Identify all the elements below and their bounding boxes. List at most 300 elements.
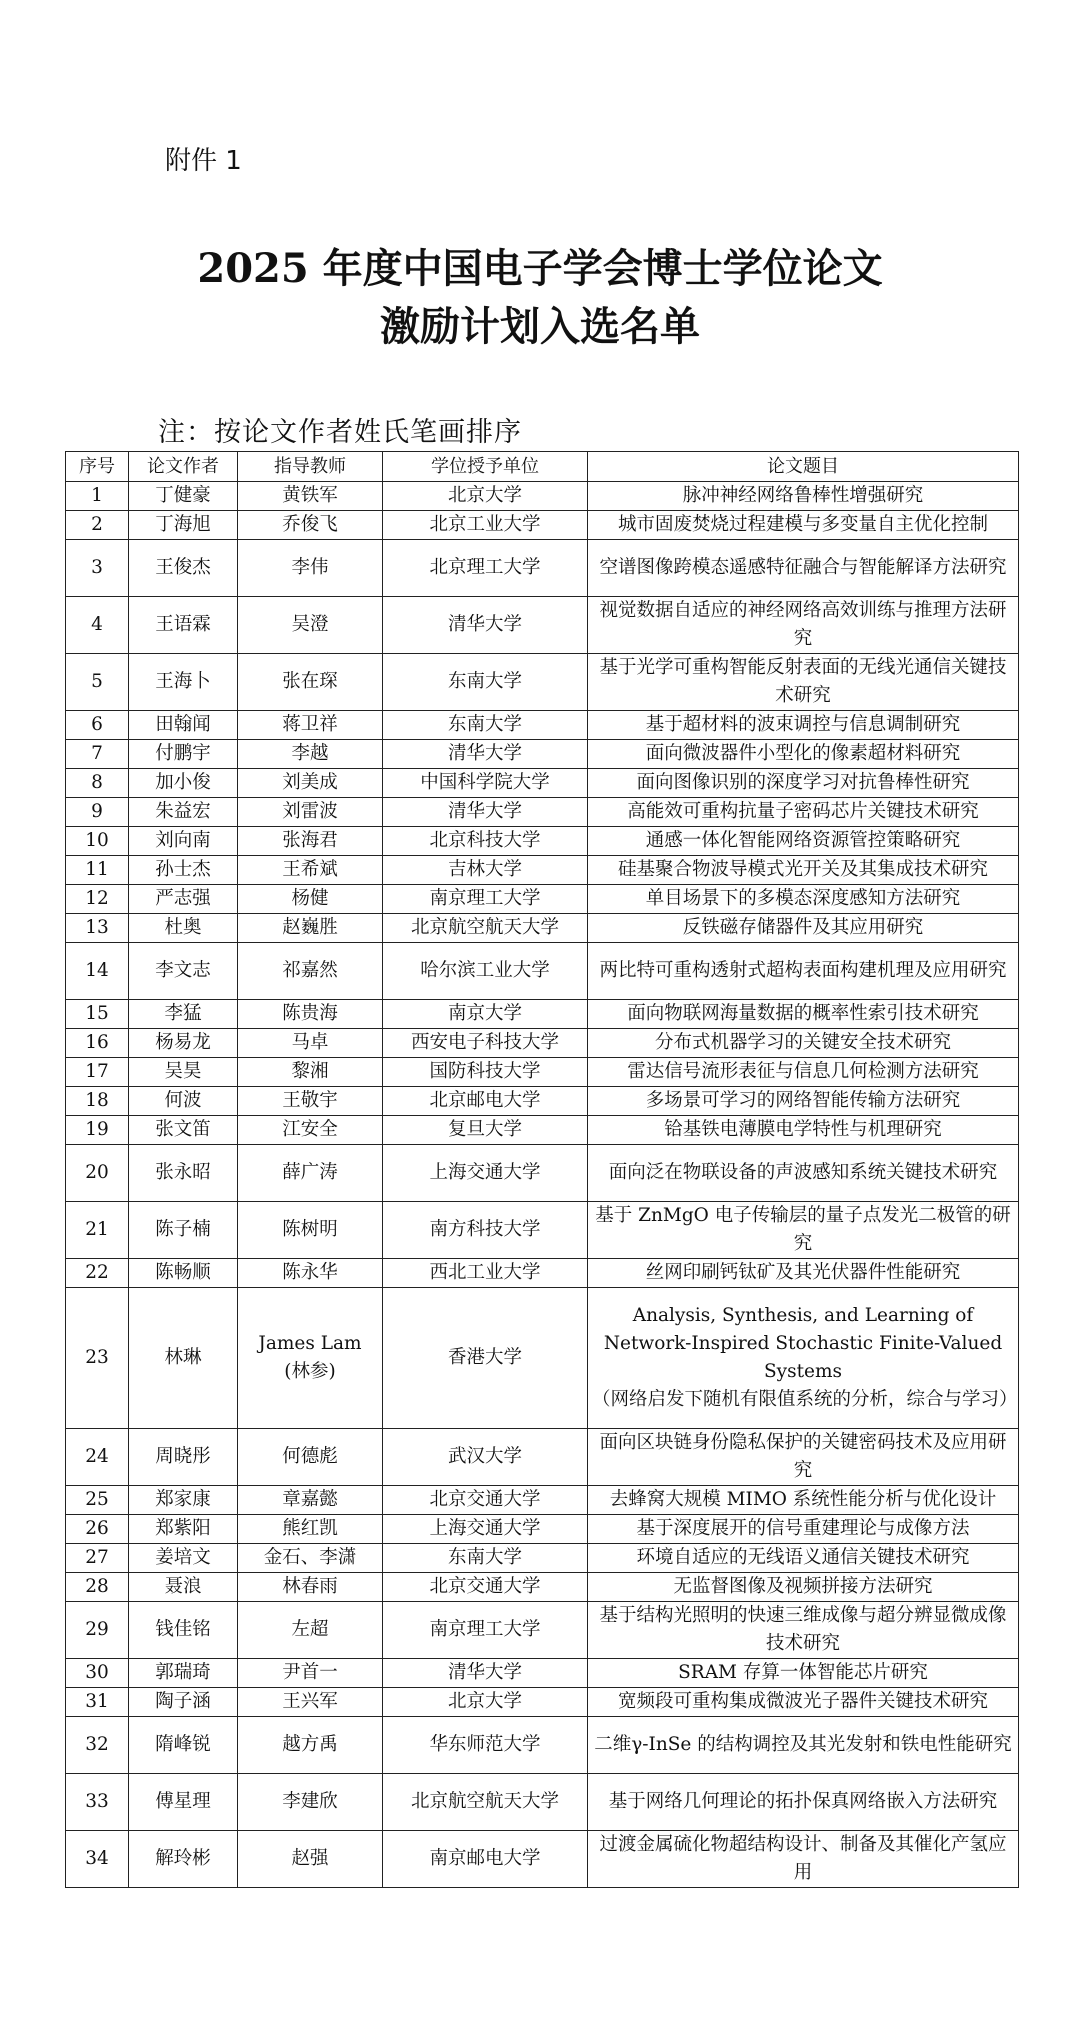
no-text: 30 (85, 1662, 109, 1683)
cell-title (588, 943, 1019, 1000)
cell-title (588, 914, 1019, 943)
unit-text: 南京理工大学 (429, 1619, 541, 1640)
cell-no (66, 769, 129, 798)
cell-title (588, 711, 1019, 740)
title-text: 通感一体化智能网络资源管控策略研究 (645, 830, 961, 851)
unit-text: 南京理工大学 (429, 888, 541, 909)
no-text: 12 (85, 888, 109, 909)
advisor-text: 李建欣 (282, 1791, 338, 1812)
author-text: 吴昊 (164, 1061, 202, 1082)
cell-unit (383, 1202, 588, 1259)
cell-advisor (238, 1602, 383, 1659)
cell-no (66, 1774, 129, 1831)
cell-author (129, 1288, 238, 1429)
advisor-text: 祁嘉然 (282, 960, 338, 981)
author-text: 严志强 (155, 888, 211, 909)
cell-author (129, 540, 238, 597)
unit-text: 北京邮电大学 (429, 1090, 541, 1111)
author-text: 聂浪 (164, 1576, 202, 1597)
title-text: 无监督图像及视频拼接方法研究 (673, 1576, 933, 1597)
cell-author (129, 769, 238, 798)
cell-advisor (238, 1429, 383, 1486)
cell-no (66, 827, 129, 856)
cell-author (129, 1145, 238, 1202)
cell-unit (383, 1659, 588, 1688)
cell-advisor (238, 511, 383, 540)
advisor-text: 林春雨 (282, 1576, 338, 1597)
no-text: 31 (85, 1691, 109, 1712)
no-text: 32 (85, 1734, 109, 1755)
header-no: 序号 (66, 452, 129, 482)
document-title (0, 240, 1080, 356)
unit-text: 北京航空航天大学 (410, 1791, 559, 1812)
cell-advisor (238, 711, 383, 740)
cell-unit (383, 885, 588, 914)
unit-text: 北京大学 (447, 1691, 522, 1712)
title-line-2: 激励计划入选名单 (380, 303, 700, 350)
title-text: 反铁磁存储器件及其应用研究 (682, 917, 924, 938)
unit-text: 北京交通大学 (429, 1576, 541, 1597)
cell-title (588, 827, 1019, 856)
advisor-text: 薛广涛 (282, 1162, 338, 1183)
title-text: 丝网印刷钙钛矿及其光伏器件性能研究 (645, 1262, 961, 1283)
no-text: 19 (85, 1119, 109, 1140)
unit-text: 南京邮电大学 (429, 1848, 541, 1869)
table-row (66, 1000, 1019, 1029)
cell-no (66, 1602, 129, 1659)
no-text: 21 (85, 1219, 109, 1240)
cell-unit (383, 482, 588, 511)
table-row (66, 1029, 1019, 1058)
cell-advisor (238, 769, 383, 798)
title-text: 两比特可重构透射式超构表面构建机理及应用研究 (599, 960, 1007, 981)
unit-text: 香港大学 (447, 1347, 522, 1368)
unit-text: 东南大学 (447, 671, 522, 692)
cell-author (129, 1000, 238, 1029)
cell-title (588, 1515, 1019, 1544)
title-text: 基于 ZnMgO 电子传输层的量子点发光二极管的研究 (595, 1205, 1011, 1254)
unit-text: 哈尔滨工业大学 (420, 960, 550, 981)
author-text: 李猛 (164, 1003, 202, 1024)
table-row (66, 1717, 1019, 1774)
author-text: 郭瑞琦 (155, 1662, 211, 1683)
cell-no (66, 1688, 129, 1717)
table-row (66, 740, 1019, 769)
table-row (66, 1602, 1019, 1659)
advisor-text: 王敬宇 (282, 1090, 338, 1111)
cell-author (129, 1774, 238, 1831)
no-text: 3 (91, 557, 103, 578)
cell-no (66, 1259, 129, 1288)
no-text: 16 (85, 1032, 109, 1053)
table-row (66, 597, 1019, 654)
unit-text: 上海交通大学 (429, 1518, 541, 1539)
cell-author (129, 885, 238, 914)
cell-unit (383, 1688, 588, 1717)
title-text: 基于深度展开的信号重建理论与成像方法 (636, 1518, 970, 1539)
unit-text: 南方科技大学 (429, 1219, 541, 1240)
advisor-text: 陈贵海 (282, 1003, 338, 1024)
cell-no (66, 1145, 129, 1202)
table-row (66, 654, 1019, 711)
advisor-text: 陈树明 (282, 1219, 338, 1240)
cell-author (129, 654, 238, 711)
cell-unit (383, 1717, 588, 1774)
title-text: 雷达信号流形表征与信息几何检测方法研究 (627, 1061, 979, 1082)
cell-advisor (238, 1259, 383, 1288)
cell-unit (383, 1774, 588, 1831)
no-text: 34 (85, 1848, 109, 1869)
advisor-text: 吴澄 (291, 614, 329, 635)
cell-title (588, 1774, 1019, 1831)
cell-author (129, 482, 238, 511)
cell-no (66, 1717, 129, 1774)
cell-advisor (238, 798, 383, 827)
table-row (66, 1116, 1019, 1145)
advisor-text: James Lam (258, 1333, 362, 1354)
advisor-text: 金石、李潇 (263, 1547, 357, 1568)
author-text: 刘向南 (155, 830, 211, 851)
table-row (66, 511, 1019, 540)
title-text: 基于网络几何理论的拓扑保真网络嵌入方法研究 (608, 1791, 998, 1812)
title-text: 硅基聚合物波导模式光开关及其集成技术研究 (617, 859, 988, 880)
author-text: 王海卜 (155, 671, 211, 692)
cell-advisor (238, 943, 383, 1000)
cell-advisor (238, 1573, 383, 1602)
cell-no (66, 511, 129, 540)
no-text: 10 (85, 830, 109, 851)
author-text: 张文笛 (155, 1119, 211, 1140)
author-text: 田翰闻 (155, 714, 211, 735)
cell-no (66, 1659, 129, 1688)
table-row (66, 1288, 1019, 1429)
title-text: 面向物联网海量数据的概率性索引技术研究 (627, 1003, 979, 1024)
cell-advisor (238, 1486, 383, 1515)
cell-author (129, 1688, 238, 1717)
author-text: 林琳 (164, 1347, 202, 1368)
table-row (66, 827, 1019, 856)
cell-advisor (238, 540, 383, 597)
author-text: 朱益宏 (155, 801, 211, 822)
title-text: 宽频段可重构集成微波光子器件关键技术研究 (617, 1691, 988, 1712)
cell-no (66, 1000, 129, 1029)
cell-advisor (238, 1116, 383, 1145)
unit-text: 北京大学 (447, 485, 522, 506)
cell-author (129, 1831, 238, 1888)
cell-author (129, 1259, 238, 1288)
unit-text: 上海交通大学 (429, 1162, 541, 1183)
cell-unit (383, 943, 588, 1000)
cell-unit (383, 856, 588, 885)
table-row (66, 1544, 1019, 1573)
author-text: 周晓彤 (155, 1446, 211, 1467)
cell-title (588, 482, 1019, 511)
author-text: 隋峰锐 (155, 1734, 211, 1755)
cell-unit (383, 511, 588, 540)
cell-advisor (238, 1145, 383, 1202)
cell-author (129, 1515, 238, 1544)
cell-author (129, 1573, 238, 1602)
cell-unit (383, 597, 588, 654)
unit-text: 中国科学院大学 (420, 772, 550, 793)
cell-no (66, 1573, 129, 1602)
cell-advisor (238, 1058, 383, 1087)
advisor-text: 章嘉懿 (282, 1489, 338, 1510)
advisor-text: 刘雷波 (282, 801, 338, 822)
cell-title (588, 740, 1019, 769)
title-text: 空谱图像跨模态遥感特征融合与智能解译方法研究 (599, 557, 1007, 578)
table-row (66, 769, 1019, 798)
no-text: 5 (91, 671, 103, 692)
advisor-text: 张海君 (282, 830, 338, 851)
title-text: 城市固废焚烧过程建模与多变量自主优化控制 (617, 514, 988, 535)
cell-unit (383, 540, 588, 597)
cell-unit (383, 1145, 588, 1202)
cell-author (129, 798, 238, 827)
cell-author (129, 914, 238, 943)
cell-advisor (238, 1202, 383, 1259)
cell-author (129, 943, 238, 1000)
cell-no (66, 943, 129, 1000)
cell-author (129, 1202, 238, 1259)
cell-unit (383, 798, 588, 827)
cell-title (588, 1259, 1019, 1288)
advisor-text: 黄铁军 (282, 485, 338, 506)
table-row (66, 540, 1019, 597)
cell-no (66, 654, 129, 711)
cell-author (129, 1116, 238, 1145)
author-text: 钱佳铭 (155, 1619, 211, 1640)
title-text: 面向区块链身份隐私保护的关键密码技术及应用研究 (599, 1432, 1007, 1481)
unit-text: 国防科技大学 (429, 1061, 541, 1082)
cell-author (129, 711, 238, 740)
advisor-text: 黎湘 (291, 1061, 329, 1082)
cell-unit (383, 769, 588, 798)
title-text: 高能效可重构抗量子密码芯片关键技术研究 (627, 801, 979, 822)
advisor-text: 左超 (291, 1619, 329, 1640)
table-row (66, 914, 1019, 943)
advisor-text: 尹首一 (282, 1662, 338, 1683)
cell-title (588, 798, 1019, 827)
cell-no (66, 1288, 129, 1429)
cell-title (588, 1486, 1019, 1515)
advisor-text: 马卓 (291, 1032, 329, 1053)
cell-title (588, 1058, 1019, 1087)
cell-author (129, 827, 238, 856)
unit-text: 东南大学 (447, 1547, 522, 1568)
cell-advisor (238, 1515, 383, 1544)
title-text: 基于光学可重构智能反射表面的无线光通信关键技术研究 (599, 657, 1007, 706)
cell-unit (383, 827, 588, 856)
unit-text: 清华大学 (447, 801, 522, 822)
advisor-text-secondary: (林参) (284, 1361, 336, 1382)
no-text: 29 (85, 1619, 109, 1640)
unit-text: 北京科技大学 (429, 830, 541, 851)
cell-title (588, 1659, 1019, 1688)
table-row (66, 1659, 1019, 1688)
cell-advisor (238, 597, 383, 654)
cell-unit (383, 1429, 588, 1486)
no-text: 7 (91, 743, 103, 764)
author-text: 陶子涵 (155, 1691, 211, 1712)
author-text: 丁海旭 (155, 514, 211, 535)
cell-author (129, 511, 238, 540)
cell-advisor (238, 1288, 383, 1429)
cell-unit (383, 914, 588, 943)
table-row (66, 885, 1019, 914)
cell-unit (383, 1831, 588, 1888)
advisor-text: 王希斌 (282, 859, 338, 880)
advisor-text: 乔俊飞 (282, 514, 338, 535)
author-text: 张永昭 (155, 1162, 211, 1183)
advisor-text: 赵巍胜 (282, 917, 338, 938)
no-text: 9 (91, 801, 103, 822)
cell-no (66, 1544, 129, 1573)
advisor-text: 蒋卫祥 (282, 714, 338, 735)
cell-title (588, 856, 1019, 885)
cell-author (129, 1058, 238, 1087)
unit-text: 清华大学 (447, 614, 522, 635)
author-text: 郑紫阳 (155, 1518, 211, 1539)
cell-no (66, 482, 129, 511)
cell-advisor (238, 856, 383, 885)
cell-no (66, 711, 129, 740)
author-text: 加小俊 (155, 772, 211, 793)
header-unit: 学位授予单位 (383, 452, 588, 482)
cell-unit (383, 1029, 588, 1058)
cell-title (588, 1288, 1019, 1429)
cell-advisor (238, 1029, 383, 1058)
cell-author (129, 856, 238, 885)
awardee-table (65, 451, 1019, 1888)
cell-title (588, 1116, 1019, 1145)
unit-text: 北京理工大学 (429, 557, 541, 578)
cell-advisor (238, 1717, 383, 1774)
table-row (66, 1831, 1019, 1888)
no-text: 13 (85, 917, 109, 938)
title-text: 多场景可学习的网络智能传输方法研究 (645, 1090, 961, 1111)
cell-no (66, 1429, 129, 1486)
cell-no (66, 1058, 129, 1087)
cell-unit (383, 1087, 588, 1116)
cell-author (129, 740, 238, 769)
cell-author (129, 1087, 238, 1116)
cell-title (588, 1602, 1019, 1659)
advisor-text: 越方禹 (282, 1734, 338, 1755)
author-text: 何波 (164, 1090, 202, 1111)
cell-author (129, 1029, 238, 1058)
advisor-text: 张在琛 (282, 671, 338, 692)
author-text: 姜培文 (155, 1547, 211, 1568)
cell-author (129, 1659, 238, 1688)
unit-text: 清华大学 (447, 743, 522, 764)
no-text: 28 (85, 1576, 109, 1597)
advisor-text: 江安全 (282, 1119, 338, 1140)
cell-author (129, 1486, 238, 1515)
title-text: 基于超材料的波束调控与信息调制研究 (645, 714, 961, 735)
cell-advisor (238, 1688, 383, 1717)
title-text: 面向微波器件小型化的像素超材料研究 (645, 743, 961, 764)
no-text: 15 (85, 1003, 109, 1024)
title-text: 面向泛在物联设备的声波感知系统关键技术研究 (608, 1162, 998, 1183)
cell-title (588, 1573, 1019, 1602)
table-row (66, 711, 1019, 740)
no-text: 20 (85, 1162, 109, 1183)
advisor-text: 陈永华 (282, 1262, 338, 1283)
header-advisor: 指导教师 (238, 452, 383, 482)
no-text: 14 (85, 960, 109, 981)
cell-unit (383, 1288, 588, 1429)
unit-text: 南京大学 (447, 1003, 522, 1024)
cell-title (588, 1429, 1019, 1486)
cell-title (588, 1688, 1019, 1717)
unit-text: 华东师范大学 (429, 1734, 541, 1755)
title-text: SRAM 存算一体智能芯片研究 (678, 1662, 928, 1683)
cell-title (588, 1087, 1019, 1116)
cell-no (66, 1486, 129, 1515)
no-text: 11 (85, 859, 109, 880)
header-author: 论文作者 (129, 452, 238, 482)
cell-unit (383, 1486, 588, 1515)
cell-unit (383, 711, 588, 740)
cell-title (588, 1145, 1019, 1202)
title-text: 二维γ-InSe 的结构调控及其光发射和铁电性能研究 (594, 1734, 1012, 1755)
cell-advisor (238, 482, 383, 511)
cell-unit (383, 1259, 588, 1288)
unit-text: 清华大学 (447, 1662, 522, 1683)
title-text: 铪基铁电薄膜电学特性与机理研究 (664, 1119, 942, 1140)
title-text: 环境自适应的无线语义通信关键技术研究 (636, 1547, 970, 1568)
unit-text: 复旦大学 (447, 1119, 522, 1140)
unit-text: 北京航空航天大学 (410, 917, 559, 938)
no-text: 1 (91, 485, 103, 506)
cell-no (66, 914, 129, 943)
cell-no (66, 1831, 129, 1888)
cell-advisor (238, 1659, 383, 1688)
advisor-text: 刘美成 (282, 772, 338, 793)
cell-title (588, 540, 1019, 597)
title-text: 视觉数据自适应的神经网络高效训练与推理方法研究 (599, 600, 1007, 649)
no-text: 18 (85, 1090, 109, 1111)
cell-title (588, 769, 1019, 798)
advisor-text: 赵强 (291, 1848, 329, 1869)
author-text: 陈子楠 (155, 1219, 211, 1240)
cell-advisor (238, 1544, 383, 1573)
no-text: 2 (91, 514, 103, 535)
author-text: 杨易龙 (155, 1032, 211, 1053)
unit-text: 东南大学 (447, 714, 522, 735)
unit-text: 西北工业大学 (429, 1262, 541, 1283)
author-text: 丁健豪 (155, 485, 211, 506)
cell-author (129, 1717, 238, 1774)
title-text: 分布式机器学习的关键安全技术研究 (654, 1032, 951, 1053)
cell-no (66, 1029, 129, 1058)
table-row (66, 1515, 1019, 1544)
table-row (66, 1688, 1019, 1717)
cell-author (129, 1602, 238, 1659)
unit-text: 北京工业大学 (429, 514, 541, 535)
cell-no (66, 1116, 129, 1145)
advisor-text: 李越 (291, 743, 329, 764)
cell-advisor (238, 885, 383, 914)
advisor-text: 李伟 (291, 557, 329, 578)
sort-note: 注：按论文作者姓氏笔画排序 (158, 417, 522, 448)
title-text: 基于结构光照明的快速三维成像与超分辨显微成像技术研究 (599, 1605, 1007, 1654)
title-text: Analysis, Synthesis, and Learning of Network-Inspired Stochastic Finite-Valued Systems (603, 1305, 1003, 1382)
cell-unit (383, 1573, 588, 1602)
title-line-1: 2025 年度中国电子学会博士学位论文 (197, 245, 883, 292)
author-text: 解玲彬 (155, 1848, 211, 1869)
